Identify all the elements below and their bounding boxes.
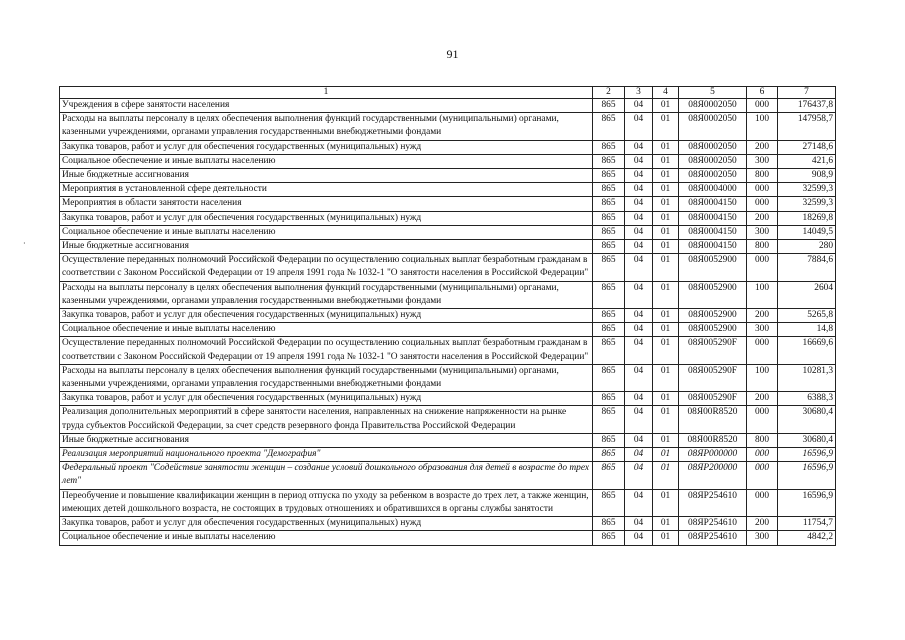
row-expense-type-cell: 000: [747, 337, 778, 364]
row-amount-cell: 6388,3: [778, 392, 836, 406]
row-section-cell: 04: [625, 183, 653, 197]
row-chapter-cell: 865: [593, 99, 625, 113]
table-row: [60, 197, 836, 211]
row-section-cell: 04: [625, 448, 653, 462]
row-section-cell: 04: [625, 406, 653, 433]
table-row: [60, 531, 836, 545]
row-subsection-cell: 01: [653, 99, 679, 113]
row-name-cell: Расходы на выплаты персоналу в целях обеспечения выполнения функций государственными (муниципальными) органами, казенными учреждениями, органами управления государственными внебюджетными фондами: [60, 113, 593, 140]
row-section-cell: 04: [625, 489, 653, 516]
row-amount-cell: 32599,3: [778, 197, 836, 211]
row-chapter-cell: 865: [593, 309, 625, 323]
row-expense-type-cell: 200: [747, 517, 778, 531]
row-target-article-cell: 08Я0004150: [679, 240, 747, 254]
row-section-cell: 04: [625, 309, 653, 323]
row-section-cell: 04: [625, 517, 653, 531]
row-name-cell: Закупка товаров, работ и услуг для обеспечения государственных (муниципальных) нужд: [60, 517, 593, 531]
row-name-cell: Мероприятия в установленной сфере деятельности: [60, 183, 593, 197]
row-section-cell: 04: [625, 337, 653, 364]
row-amount-cell: 14,8: [778, 323, 836, 337]
row-section-cell: 04: [625, 154, 653, 168]
row-chapter-cell: 865: [593, 489, 625, 516]
row-chapter-cell: 865: [593, 225, 625, 239]
table-row: [60, 392, 836, 406]
row-name-cell: Иные бюджетные ассигнования: [60, 240, 593, 254]
table-row: [60, 240, 836, 254]
row-target-article-cell: 08Я0004150: [679, 211, 747, 225]
row-name-cell: Социальное обеспечение и иные выплаты населению: [60, 154, 593, 168]
row-target-article-cell: 08Я0002050: [679, 169, 747, 183]
row-expense-type-cell: 300: [747, 323, 778, 337]
row-chapter-cell: 865: [593, 254, 625, 281]
row-chapter-cell: 865: [593, 211, 625, 225]
row-target-article-cell: 08ЯР254610: [679, 517, 747, 531]
row-target-article-cell: 08Я0002050: [679, 154, 747, 168]
row-subsection-cell: 01: [653, 154, 679, 168]
row-subsection-cell: 01: [653, 140, 679, 154]
row-amount-cell: 5265,8: [778, 309, 836, 323]
row-expense-type-cell: 100: [747, 113, 778, 140]
row-section-cell: 04: [625, 392, 653, 406]
row-subsection-cell: 01: [653, 323, 679, 337]
table-row: [60, 169, 836, 183]
row-amount-cell: 421,6: [778, 154, 836, 168]
row-chapter-cell: 865: [593, 392, 625, 406]
row-target-article-cell: 08Я005290F: [679, 364, 747, 391]
row-target-article-cell: 08Я0052900: [679, 309, 747, 323]
row-section-cell: 04: [625, 240, 653, 254]
row-target-article-cell: 08ЯР254610: [679, 489, 747, 516]
row-target-article-cell: 08Я0004000: [679, 183, 747, 197]
row-amount-cell: 176437,8: [778, 99, 836, 113]
row-name-cell: Социальное обеспечение и иные выплаты населению: [60, 531, 593, 545]
row-amount-cell: 10281,3: [778, 364, 836, 391]
row-expense-type-cell: 300: [747, 531, 778, 545]
row-chapter-cell: 865: [593, 169, 625, 183]
table-row: [60, 309, 836, 323]
budget-table: [59, 86, 836, 546]
row-chapter-cell: 865: [593, 337, 625, 364]
row-expense-type-cell: 200: [747, 211, 778, 225]
row-amount-cell: 280: [778, 240, 836, 254]
row-name-cell: Реализация мероприятий национального проекта "Демография": [60, 448, 593, 462]
row-section-cell: 04: [625, 254, 653, 281]
table-row: [60, 183, 836, 197]
table-row: [60, 99, 836, 113]
row-chapter-cell: 865: [593, 140, 625, 154]
row-name-cell: Закупка товаров, работ и услуг для обеспечения государственных (муниципальных) нужд: [60, 309, 593, 323]
row-target-article-cell: 08Я005290F: [679, 337, 747, 364]
row-subsection-cell: 01: [653, 392, 679, 406]
header-cell: 3: [625, 87, 653, 99]
row-chapter-cell: 865: [593, 406, 625, 433]
row-amount-cell: 2604: [778, 281, 836, 308]
row-expense-type-cell: 000: [747, 197, 778, 211]
row-amount-cell: 16596,9: [778, 462, 836, 489]
row-subsection-cell: 01: [653, 448, 679, 462]
row-expense-type-cell: 200: [747, 392, 778, 406]
row-section-cell: 04: [625, 462, 653, 489]
row-expense-type-cell: 200: [747, 309, 778, 323]
row-chapter-cell: 865: [593, 433, 625, 447]
row-target-article-cell: 08Я0002050: [679, 113, 747, 140]
row-target-article-cell: 08Я0052900: [679, 254, 747, 281]
row-chapter-cell: 865: [593, 183, 625, 197]
row-subsection-cell: 01: [653, 364, 679, 391]
row-expense-type-cell: 300: [747, 154, 778, 168]
row-target-article-cell: 08Я0002050: [679, 99, 747, 113]
header-cell: 2: [593, 87, 625, 99]
header-cell: 5: [679, 87, 747, 99]
row-section-cell: 04: [625, 281, 653, 308]
row-section-cell: 04: [625, 197, 653, 211]
row-chapter-cell: 865: [593, 323, 625, 337]
row-amount-cell: 32599,3: [778, 183, 836, 197]
row-amount-cell: 30680,4: [778, 406, 836, 433]
row-subsection-cell: 01: [653, 433, 679, 447]
row-amount-cell: 27148,6: [778, 140, 836, 154]
row-subsection-cell: 01: [653, 113, 679, 140]
row-subsection-cell: 01: [653, 254, 679, 281]
row-expense-type-cell: 000: [747, 254, 778, 281]
row-expense-type-cell: 800: [747, 169, 778, 183]
row-subsection-cell: 01: [653, 281, 679, 308]
row-target-article-cell: 08ЯР254610: [679, 531, 747, 545]
scan-mark: ·: [23, 239, 26, 248]
table-row: [60, 433, 836, 447]
row-section-cell: 04: [625, 433, 653, 447]
row-target-article-cell: 08Я005290F: [679, 392, 747, 406]
row-subsection-cell: 01: [653, 225, 679, 239]
row-section-cell: 04: [625, 323, 653, 337]
page-number: 91: [446, 47, 459, 61]
header-cell: 1: [60, 87, 593, 99]
header-cell: 4: [653, 87, 679, 99]
table-row: [60, 254, 836, 281]
row-subsection-cell: 01: [653, 240, 679, 254]
row-name-cell: Закупка товаров, работ и услуг для обеспечения государственных (муниципальных) нужд: [60, 211, 593, 225]
row-subsection-cell: 01: [653, 309, 679, 323]
row-name-cell: Социальное обеспечение и иные выплаты населению: [60, 225, 593, 239]
header-cell: 6: [747, 87, 778, 99]
row-amount-cell: 16596,9: [778, 448, 836, 462]
row-section-cell: 04: [625, 211, 653, 225]
row-target-article-cell: 08Я00R8520: [679, 406, 747, 433]
row-expense-type-cell: 800: [747, 433, 778, 447]
row-subsection-cell: 01: [653, 211, 679, 225]
table-row: [60, 406, 836, 433]
table-row: [60, 517, 836, 531]
table-row: [60, 323, 836, 337]
row-chapter-cell: 865: [593, 281, 625, 308]
row-amount-cell: 14049,5: [778, 225, 836, 239]
row-name-cell: Иные бюджетные ассигнования: [60, 169, 593, 183]
row-target-article-cell: 08Я00R8520: [679, 433, 747, 447]
table-row: [60, 364, 836, 391]
row-chapter-cell: 865: [593, 197, 625, 211]
table-row: [60, 489, 836, 516]
row-subsection-cell: 01: [653, 197, 679, 211]
row-subsection-cell: 01: [653, 406, 679, 433]
row-name-cell: Закупка товаров, работ и услуг для обеспечения государственных (муниципальных) нужд: [60, 392, 593, 406]
row-subsection-cell: 01: [653, 489, 679, 516]
table-row: [60, 448, 836, 462]
row-section-cell: 04: [625, 364, 653, 391]
row-name-cell: Осуществление переданных полномочий Российской Федерации по осуществлению социальных выплат безработным гражданам в соответствии с Законом Российской Федерации от 19 апреля 1991 года № 1032-1 "О занятости населения в Российской Федерации": [60, 254, 593, 281]
row-chapter-cell: 865: [593, 113, 625, 140]
row-expense-type-cell: 800: [747, 240, 778, 254]
row-name-cell: Осуществление переданных полномочий Российской Федерации по осуществлению социальных выплат безработным гражданам в соответствии с Законом Российской Федерации от 19 апреля 1991 года № 1032-1 "О занятости населения в Российской Федерации": [60, 337, 593, 364]
row-name-cell: Учреждения в сфере занятости населения: [60, 99, 593, 113]
table-row: [60, 337, 836, 364]
row-chapter-cell: 865: [593, 531, 625, 545]
row-target-article-cell: 08Я0002050: [679, 140, 747, 154]
row-section-cell: 04: [625, 113, 653, 140]
row-expense-type-cell: 000: [747, 99, 778, 113]
table-row: [60, 113, 836, 140]
row-subsection-cell: 01: [653, 517, 679, 531]
header-cell: 7: [778, 87, 836, 99]
row-expense-type-cell: 000: [747, 448, 778, 462]
row-chapter-cell: 865: [593, 240, 625, 254]
table-body: [60, 99, 836, 546]
row-chapter-cell: 865: [593, 364, 625, 391]
row-chapter-cell: 865: [593, 462, 625, 489]
table-row: [60, 281, 836, 308]
row-expense-type-cell: 300: [747, 225, 778, 239]
row-chapter-cell: 865: [593, 154, 625, 168]
table-row: [60, 462, 836, 489]
row-target-article-cell: 08Я0052900: [679, 281, 747, 308]
row-name-cell: Реализация дополнительных мероприятий в сфере занятости населения, направленных на снижение напряженности на рынке труда субъектов Российской Федерации, за счет средств резервного фонда Правительства Российской Федерации: [60, 406, 593, 433]
row-expense-type-cell: 100: [747, 281, 778, 308]
row-target-article-cell: 08Я0052900: [679, 323, 747, 337]
row-section-cell: 04: [625, 225, 653, 239]
row-subsection-cell: 01: [653, 183, 679, 197]
table-row: [60, 225, 836, 239]
row-expense-type-cell: 000: [747, 489, 778, 516]
row-target-article-cell: 08ЯР000000: [679, 448, 747, 462]
table-row: [60, 211, 836, 225]
row-amount-cell: 4842,2: [778, 531, 836, 545]
row-expense-type-cell: 000: [747, 462, 778, 489]
row-section-cell: 04: [625, 140, 653, 154]
row-section-cell: 04: [625, 531, 653, 545]
row-amount-cell: 30680,4: [778, 433, 836, 447]
row-expense-type-cell: 100: [747, 364, 778, 391]
row-expense-type-cell: 000: [747, 183, 778, 197]
row-name-cell: Переобучение и повышение квалификации женщин в период отпуска по уходу за ребенком в возрасте до трех лет, а также женщин, имеющих детей дошкольного возраста, не состоящих в трудовых отношениях и обратившихся в органы службы занятости: [60, 489, 593, 516]
row-name-cell: Расходы на выплаты персоналу в целях обеспечения выполнения функций государственными (муниципальными) органами, казенными учреждениями, органами управления государственными внебюджетными фондами: [60, 281, 593, 308]
table-row: [60, 140, 836, 154]
row-subsection-cell: 01: [653, 169, 679, 183]
row-amount-cell: 18269,8: [778, 211, 836, 225]
row-amount-cell: 16669,6: [778, 337, 836, 364]
row-name-cell: Мероприятия в области занятости населения: [60, 197, 593, 211]
row-name-cell: Закупка товаров, работ и услуг для обеспечения государственных (муниципальных) нужд: [60, 140, 593, 154]
row-section-cell: 04: [625, 169, 653, 183]
row-expense-type-cell: 200: [747, 140, 778, 154]
row-target-article-cell: 08Я0004150: [679, 197, 747, 211]
row-amount-cell: 7884,6: [778, 254, 836, 281]
row-chapter-cell: 865: [593, 517, 625, 531]
row-name-cell: Социальное обеспечение и иные выплаты населению: [60, 323, 593, 337]
row-subsection-cell: 01: [653, 337, 679, 364]
row-subsection-cell: 01: [653, 462, 679, 489]
row-amount-cell: 908,9: [778, 169, 836, 183]
row-expense-type-cell: 000: [747, 406, 778, 433]
row-amount-cell: 147958,7: [778, 113, 836, 140]
row-name-cell: Расходы на выплаты персоналу в целях обеспечения выполнения функций государственными (муниципальными) органами, казенными учреждениями, органами управления государственными внебюджетными фондами: [60, 364, 593, 391]
row-subsection-cell: 01: [653, 531, 679, 545]
row-section-cell: 04: [625, 99, 653, 113]
row-name-cell: Федеральный проект "Содействие занятости женщин – создание условий дошкольного образования для детей в возрасте до трех лет": [60, 462, 593, 489]
row-target-article-cell: 08ЯР200000: [679, 462, 747, 489]
row-target-article-cell: 08Я0004150: [679, 225, 747, 239]
row-amount-cell: 16596,9: [778, 489, 836, 516]
header-row: [60, 87, 836, 99]
row-amount-cell: 11754,7: [778, 517, 836, 531]
row-chapter-cell: 865: [593, 448, 625, 462]
row-name-cell: Иные бюджетные ассигнования: [60, 433, 593, 447]
table-row: [60, 154, 836, 168]
